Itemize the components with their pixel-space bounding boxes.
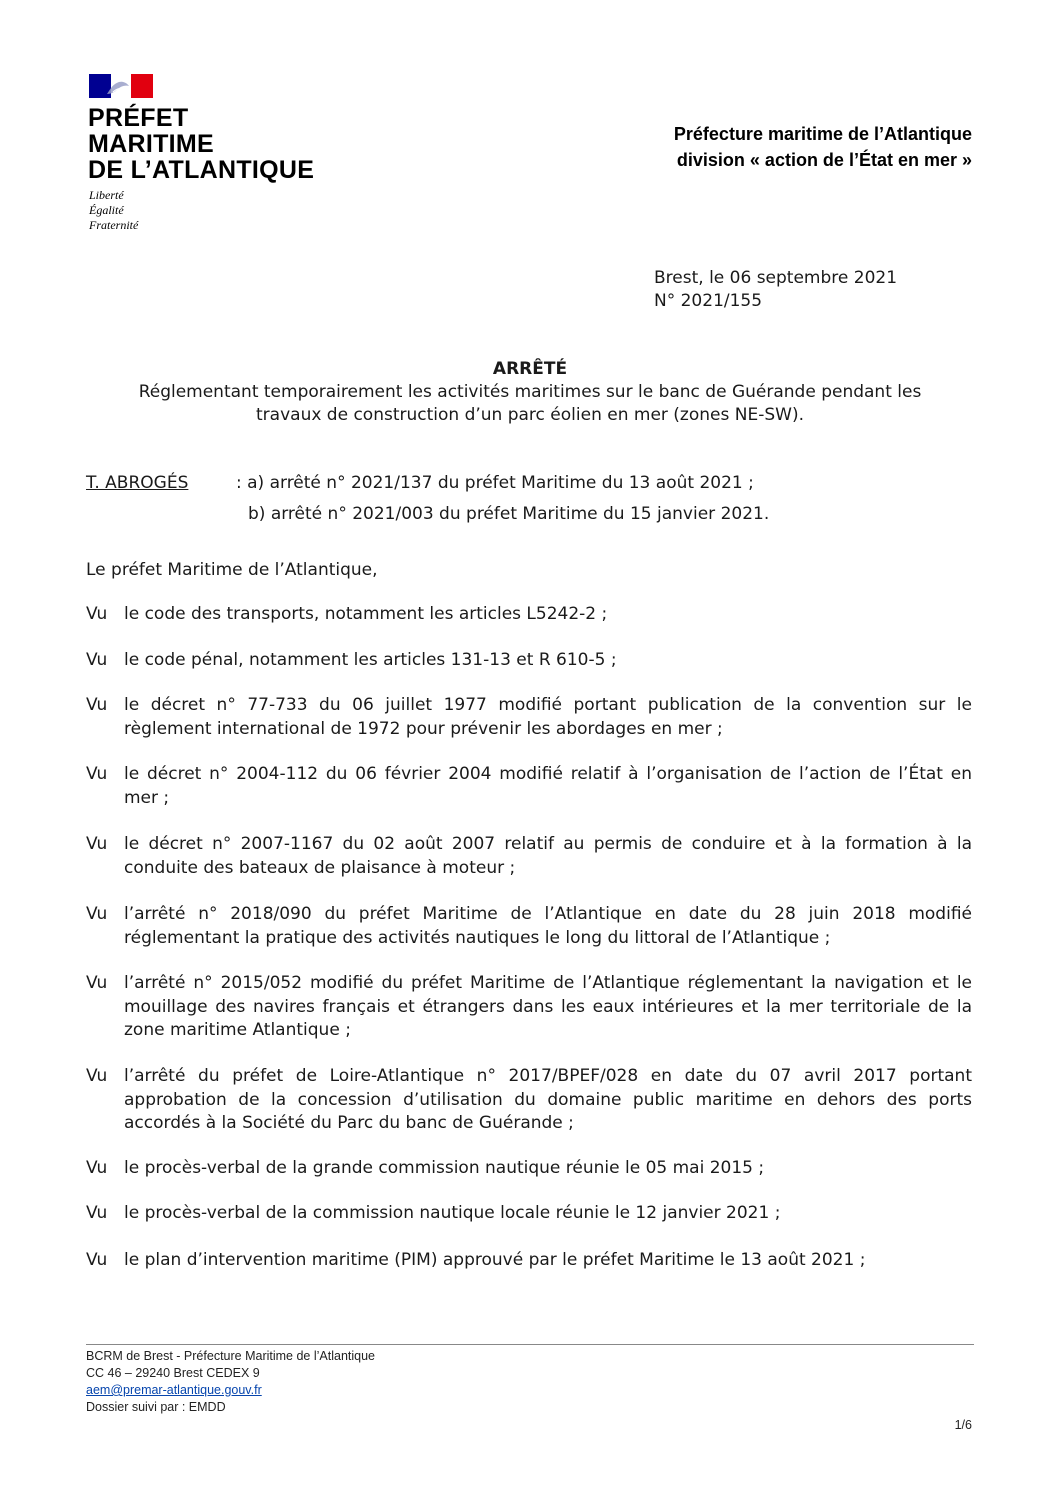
service-line: division « action de l’État en mer »	[676, 150, 972, 170]
visa-text: l’arrêté n° 2015/052 modifié du préfet Maritime de l’Atlantique réglementant la navigation et le mouillage des navires français et étrangers dans les eaux intérieures et la mer territoriale de la zone maritime Atlantique ;	[124, 973, 972, 1040]
visa-item	[86, 903, 972, 950]
authority-name	[88, 105, 348, 183]
footer-line: CC 46 – 29240 Brest CEDEX 9	[86, 1366, 260, 1380]
visa-text: l’arrêté n° 2018/090 du préfet Maritime de l’Atlantique en date du 28 juin 2018 modifié réglementant la pratique des activités nautiques le long du littoral de l’Atlantique ;	[124, 904, 972, 948]
visa-label: Vu	[86, 650, 108, 670]
visa-label: Vu	[86, 1158, 108, 1178]
footer-address	[86, 1348, 375, 1416]
visa-label: Vu	[86, 764, 108, 784]
authority-line: PRÉFET	[88, 104, 189, 132]
visa-label: Vu	[86, 1203, 108, 1223]
footer-line: BCRM de Brest - Préfecture Maritime de l’Atlantique	[86, 1349, 375, 1363]
visa-item	[86, 603, 972, 627]
place-date: Brest, le 06 septembre 2021	[654, 268, 898, 288]
visa-label: Vu	[86, 834, 108, 854]
footer-divider	[86, 1344, 974, 1345]
footer-line: Dossier suivi par : EMDD	[86, 1400, 226, 1414]
motto-line: Égalité	[89, 203, 124, 217]
decree-subject-line: travaux de construction d’un parc éolien en mer (zones NE-SW).	[256, 405, 804, 425]
date-reference-block	[654, 267, 897, 313]
visa-item	[86, 1157, 972, 1181]
decree-number: N° 2021/155	[654, 291, 763, 311]
visa-item	[86, 1249, 972, 1273]
visa-text: l’arrêté du préfet de Loire-Atlantique n° 2017/BPEF/028 en date du 07 avril 2017 portant approbation de la concession d’utilisation du domaine public maritime en dehors des ports accordés à la Société du Parc du banc de Guérande ;	[124, 1066, 972, 1133]
visa-text: le décret n° 2004-112 du 06 février 2004 modifié relatif à l’organisation de l’action de l’État en mer ;	[124, 764, 972, 808]
repealed-texts	[86, 472, 770, 524]
visa-text: le procès-verbal de la commission nautique locale réunie le 12 janvier 2021 ;	[124, 1203, 781, 1223]
visa-item	[86, 1202, 972, 1226]
decree-subject-line: Réglementant temporairement les activités maritimes sur le banc de Guérande pendant les	[138, 382, 922, 402]
page-number: 1/6	[954, 1418, 972, 1432]
visa-item	[86, 694, 972, 741]
issuing-service	[674, 121, 972, 173]
republic-motto	[89, 188, 138, 233]
visa-text: le code des transports, notamment les articles L5242-2 ;	[124, 604, 608, 624]
repealed-item-a: : a) arrêté n° 2021/137 du préfet Maritime du 13 août 2021 ;	[236, 473, 754, 493]
visa-label: Vu	[86, 604, 108, 624]
visa-item	[86, 649, 972, 673]
repealed-item-b: b) arrêté n° 2021/003 du préfet Maritime du 15 janvier 2021.	[248, 504, 770, 524]
visa-label: Vu	[86, 973, 108, 993]
decree-heading: ARRÊTÉ	[492, 359, 568, 379]
visa-item	[86, 972, 972, 1043]
visa-item	[86, 833, 972, 880]
visa-text: le plan d’intervention maritime (PIM) approuvé par le préfet Maritime le 13 août 2021 ;	[124, 1250, 866, 1270]
repealed-label: T. ABROGÉS	[86, 473, 189, 493]
motto-line: Fraternité	[89, 218, 139, 232]
visa-text: le décret n° 77-733 du 06 juillet 1977 modifié portant publication de la convention sur le règlement international de 1972 pour prévenir les abordages en mer ;	[124, 695, 972, 739]
preamble-intro: Le préfet Maritime de l’Atlantique,	[86, 560, 378, 580]
visa-item	[86, 1065, 972, 1136]
motto-line: Liberté	[89, 188, 124, 202]
authority-line: DE L’ATLANTIQUE	[88, 156, 315, 184]
service-line: Préfecture maritime de l’Atlantique	[673, 124, 972, 144]
visa-text: le procès-verbal de la grande commission nautique réunie le 05 mai 2015 ;	[124, 1158, 765, 1178]
decree-title	[60, 358, 1000, 427]
visa-text: le code pénal, notamment les articles 131-13 et R 610-5 ;	[124, 650, 617, 670]
visa-label: Vu	[86, 1250, 108, 1270]
visa-label: Vu	[86, 695, 108, 715]
visa-text: le décret n° 2007-1167 du 02 août 2007 relatif au permis de conduire et à la formation à la conduite des bateaux de plaisance à moteur ;	[124, 834, 972, 878]
visa-item	[86, 763, 972, 810]
footer-email-link[interactable]: aem@premar-atlantique.gouv.fr	[86, 1383, 262, 1397]
visa-label: Vu	[86, 904, 108, 924]
authority-line: MARITIME	[88, 130, 214, 158]
visa-label: Vu	[86, 1066, 108, 1086]
marianne-logo-icon	[89, 74, 153, 98]
